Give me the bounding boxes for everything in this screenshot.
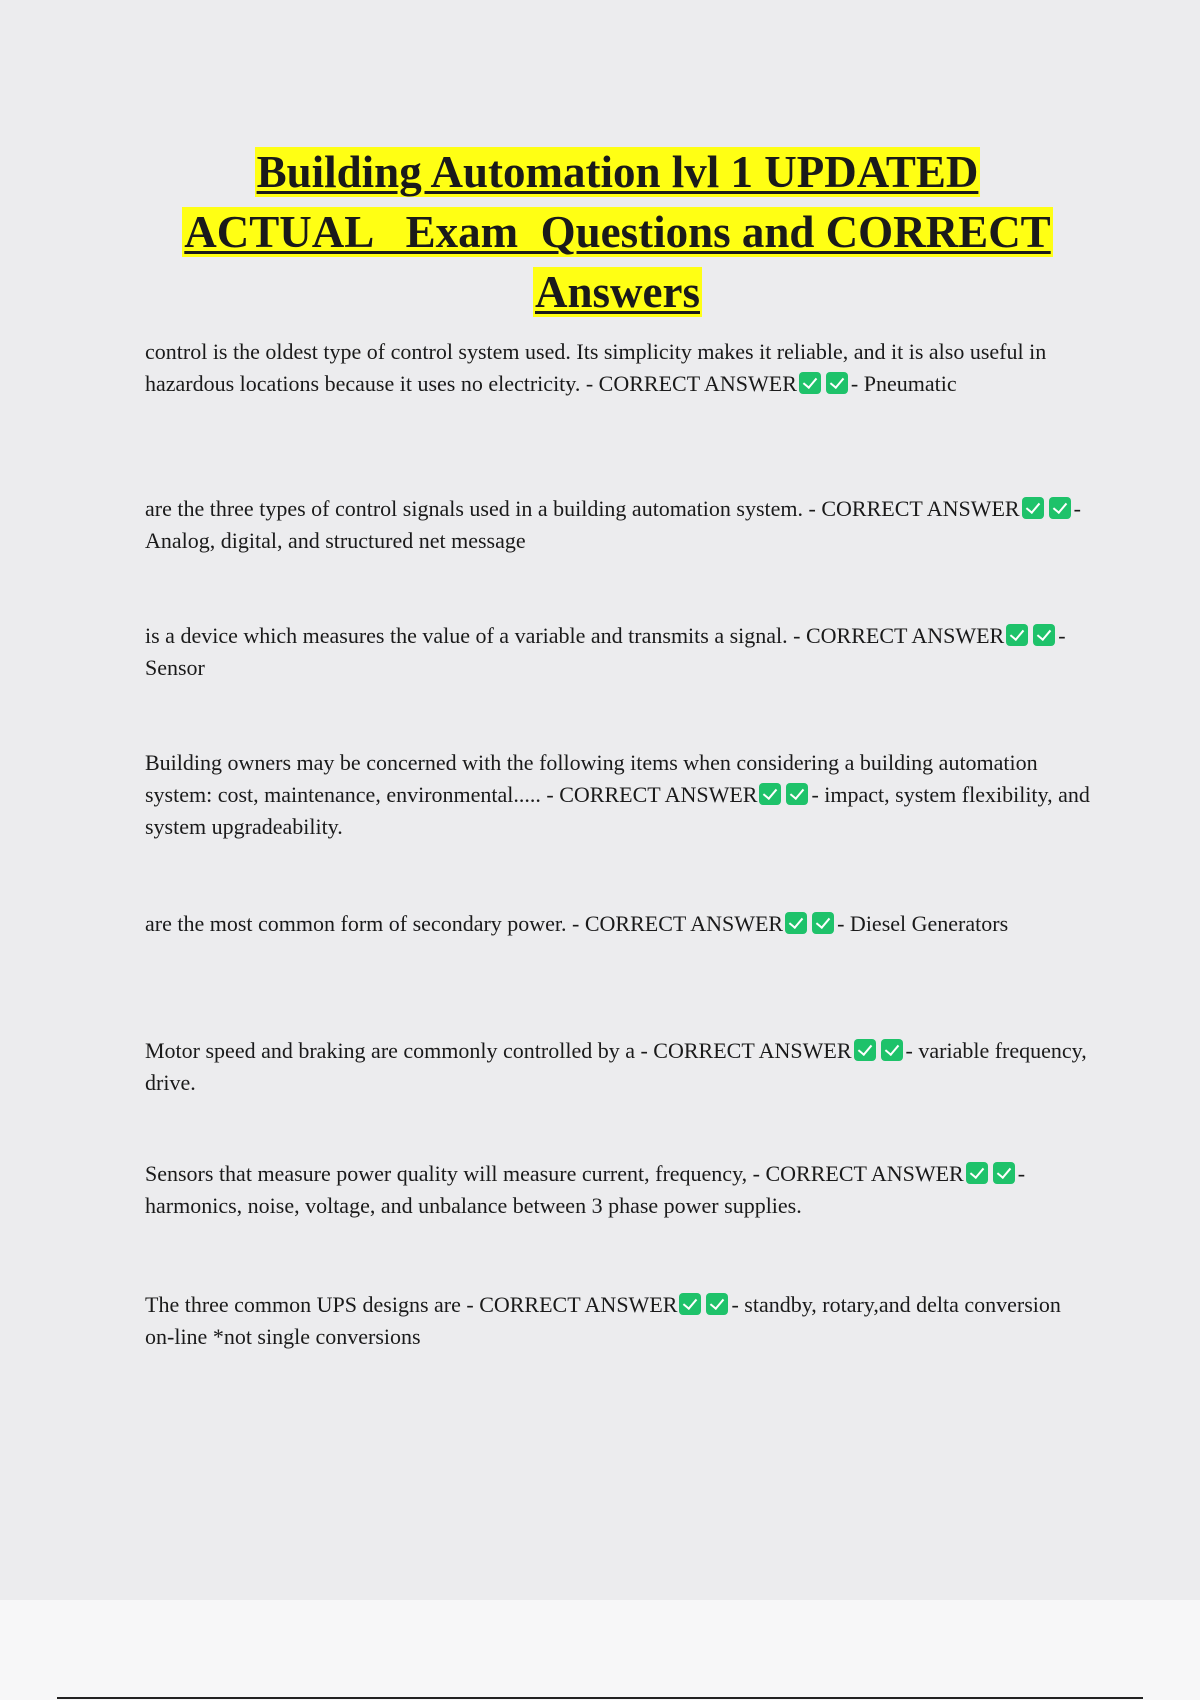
check-mark-icon xyxy=(993,1162,1015,1184)
question-text: Motor speed and braking are commonly controlled by a - CORRECT ANSWER xyxy=(145,1038,852,1063)
answer-text: - Diesel Generators xyxy=(837,911,1009,936)
qa-item-7 xyxy=(145,1158,1090,1222)
title-line-2: ACTUAL Exam Questions and CORRECT xyxy=(184,207,1051,257)
check-mark-icon xyxy=(1033,624,1055,646)
qa-item-4 xyxy=(145,747,1090,843)
qa-item-6 xyxy=(145,1035,1090,1099)
title-block xyxy=(140,142,1095,322)
question-text: is a device which measures the value of a variable and transmits a signal. - CORRECT ANSWER xyxy=(145,623,1005,648)
check-mark-icon xyxy=(854,1039,876,1061)
check-mark-icon xyxy=(1049,497,1071,519)
check-mark-icon xyxy=(786,783,808,805)
check-mark-icon xyxy=(785,912,807,934)
qa-item-3 xyxy=(145,620,1090,684)
question-text: are the three types of control signals used in a building automation system. - CORRECT ANSWER xyxy=(145,496,1020,521)
check-mark-icon xyxy=(679,1293,701,1315)
answer-text: - Analog, digital, and structured net message xyxy=(145,496,1081,553)
question-text: control is the oldest type of control system used. Its simplicity makes it reliable, and it is also useful in hazardous locations because it uses no electricity. - CORRECT ANSWER xyxy=(145,339,1047,396)
question-text: Sensors that measure power quality will measure current, frequency, - CORRECT ANSWER xyxy=(145,1161,964,1186)
check-mark-icon xyxy=(1006,624,1028,646)
answer-text: - harmonics, noise, voltage, and unbalance between 3 phase power supplies. xyxy=(145,1161,1026,1218)
check-mark-icon xyxy=(812,912,834,934)
title-line-3: Answers xyxy=(535,267,700,317)
check-mark-icon xyxy=(799,372,821,394)
qa-item-2 xyxy=(145,493,1090,557)
question-text: Building owners may be concerned with the following items when considering a building automation system: cost, maintenance, environmental..... - CORRECT ANSWER xyxy=(145,750,1038,807)
title-line-1: Building Automation lvl 1 UPDATED xyxy=(256,147,979,197)
answer-text: - impact, system flexibility, and system upgradeability. xyxy=(145,782,1090,839)
check-mark-icon xyxy=(1022,497,1044,519)
qa-item-1 xyxy=(145,336,1090,400)
check-mark-icon xyxy=(706,1293,728,1315)
answer-text: - Pneumatic xyxy=(850,371,957,396)
answer-text: - standby, rotary,and delta conversion on-line *not single conversions xyxy=(145,1292,1061,1349)
check-mark-icon xyxy=(881,1039,903,1061)
qa-item-5 xyxy=(145,908,1090,940)
qa-item-8 xyxy=(145,1289,1090,1353)
question-text: are the most common form of secondary power. - CORRECT ANSWER xyxy=(145,911,784,936)
answer-text: - Sensor xyxy=(145,623,1066,680)
document-title xyxy=(140,142,1095,322)
question-text: The three common UPS designs are - CORRECT ANSWER xyxy=(145,1292,678,1317)
check-mark-icon xyxy=(826,372,848,394)
footer-divider xyxy=(57,1697,1143,1699)
check-mark-icon xyxy=(966,1162,988,1184)
answer-text: - variable frequency, drive. xyxy=(145,1038,1087,1095)
check-mark-icon xyxy=(759,783,781,805)
